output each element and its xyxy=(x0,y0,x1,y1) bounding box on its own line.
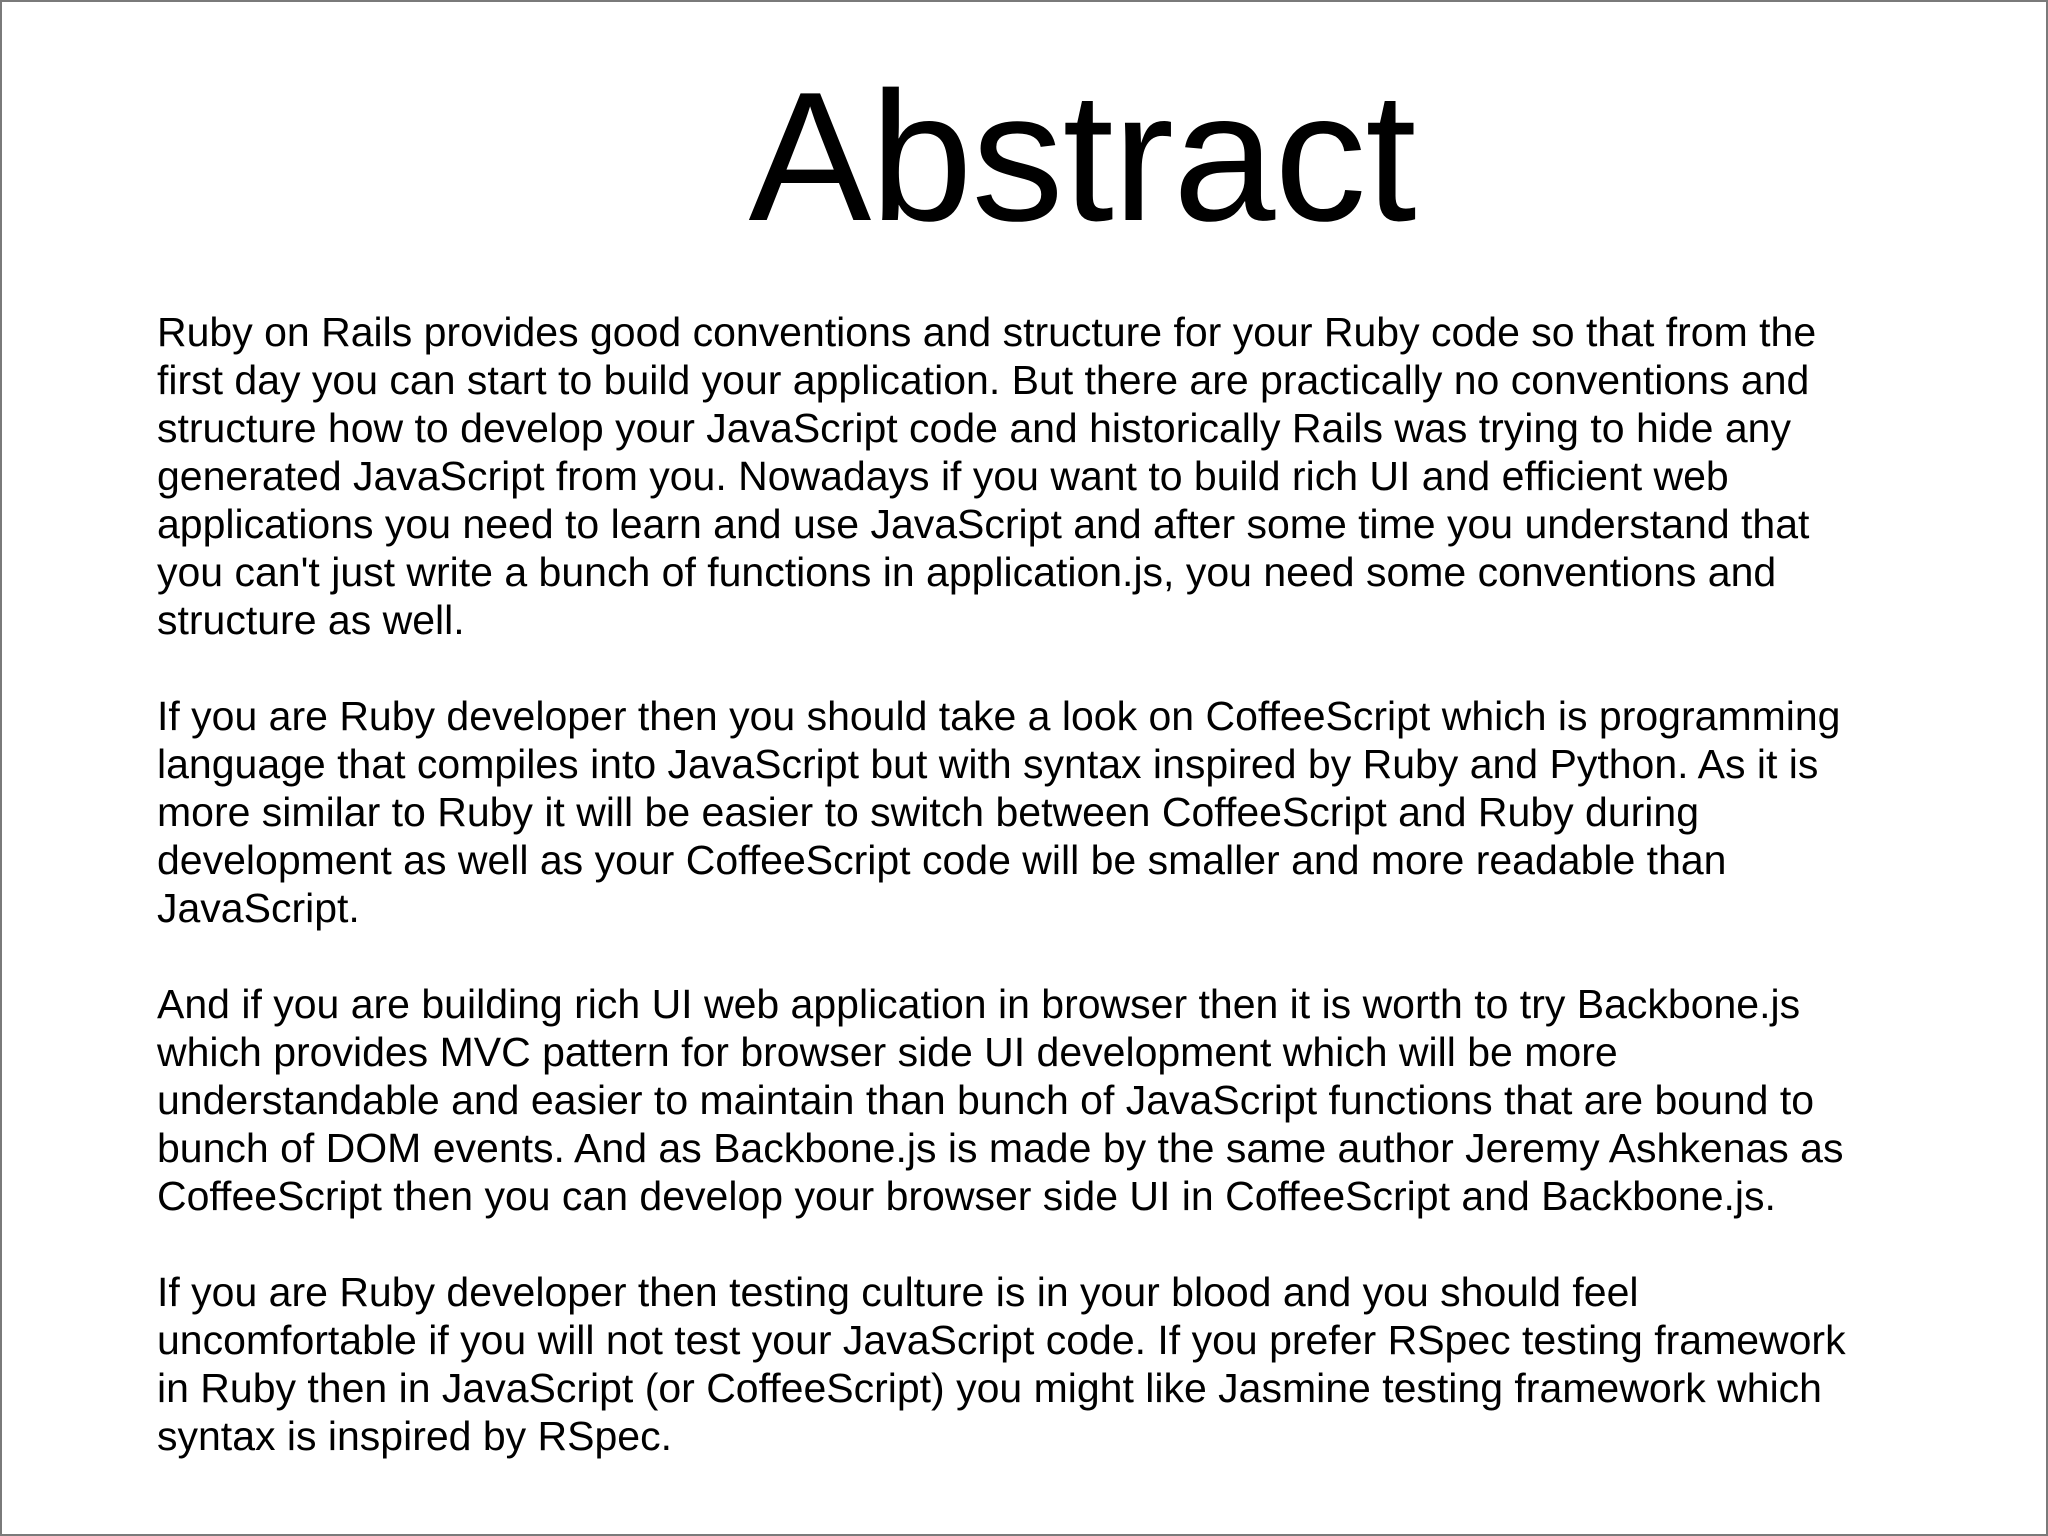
text-line: more similar to Ruby it will be easier to switch between CoffeeScript and Ruby during xyxy=(157,789,1700,835)
text-line: which provides MVC pattern for browser side UI development which will be more xyxy=(157,1029,1618,1075)
text-line: understandable and easier to maintain than bunch of JavaScript functions that are bound to xyxy=(157,1077,1815,1123)
text-line: JavaScript. xyxy=(157,885,360,931)
text-line: structure how to develop your JavaScript code and historically Rails was trying to hide any xyxy=(157,405,1791,451)
text-line: structure as well. xyxy=(157,597,465,643)
text-line: in Ruby then in JavaScript (or CoffeeScript) you might like Jasmine testing framework which xyxy=(157,1365,1822,1411)
text-line: generated JavaScript from you. Nowadays if you want to build rich UI and efficient web xyxy=(157,453,1729,499)
paragraph-coffeescript xyxy=(157,692,2017,932)
text-line: syntax is inspired by RSpec. xyxy=(157,1413,673,1459)
abstract-body xyxy=(157,308,2017,1508)
text-line: first day you can start to build your application. But there are practically no conventions and xyxy=(157,357,1810,403)
paragraph-jasmine-testing xyxy=(157,1268,2017,1460)
text-line: And if you are building rich UI web application in browser then it is worth to try Backbone.js xyxy=(157,981,1801,1027)
paragraph-rails-conventions xyxy=(157,308,2017,644)
text-line: bunch of DOM events. And as Backbone.js is made by the same author Jeremy Ashkenas as xyxy=(157,1125,1844,1171)
text-line: Ruby on Rails provides good conventions and structure for your Ruby code so that from the xyxy=(157,309,1817,355)
text-line: development as well as your CoffeeScript code will be smaller and more readable than xyxy=(157,837,1727,883)
text-line: uncomfortable if you will not test your JavaScript code. If you prefer RSpec testing framework xyxy=(157,1317,1846,1363)
text-line: applications you need to learn and use JavaScript and after some time you understand that xyxy=(157,501,1810,547)
paragraph-backbone xyxy=(157,980,2017,1220)
text-line: you can't just write a bunch of functions in application.js, you need some conventions and xyxy=(157,549,1777,595)
text-line: If you are Ruby developer then testing culture is in your blood and you should feel xyxy=(157,1269,1639,1315)
text-line: If you are Ruby developer then you should take a look on CoffeeScript which is programming xyxy=(157,693,1841,739)
text-line: language that compiles into JavaScript but with syntax inspired by Ruby and Python. As it is xyxy=(157,741,1819,787)
text-line: CoffeeScript then you can develop your browser side UI in CoffeeScript and Backbone.js. xyxy=(157,1173,1776,1219)
slide-title: Abstract xyxy=(748,53,1416,259)
